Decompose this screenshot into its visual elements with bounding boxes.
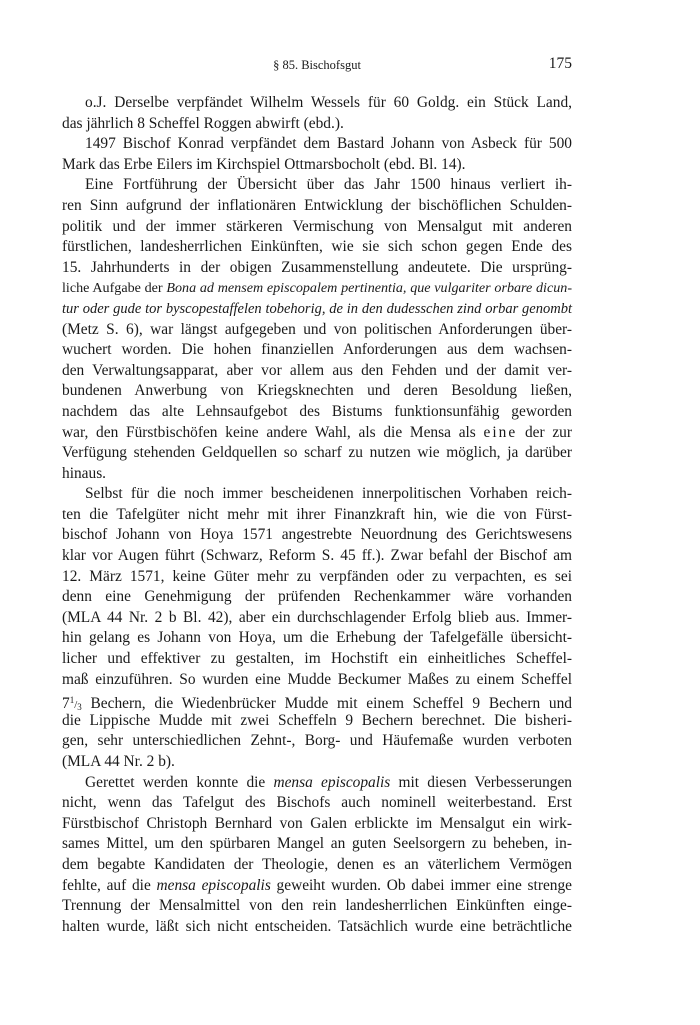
text-run: Gerettet werden konnte die: [85, 773, 274, 791]
text-run: war, den Fürstbischöfen keine andere Wahl, als die Mensa als: [62, 423, 484, 441]
text-line: sames Mittel, um den spürbaren Mangel an guten Seelsorgern zu beheben, in-: [62, 835, 572, 853]
fraction-numerator: 1: [69, 695, 75, 706]
text-line: o.J. Derselbe verpfändet Wilhelm Wessels für 60 Goldg. ein Stück Land,: [85, 94, 572, 111]
text-line: bundenen Anwerbung von Kriegsknechten und deren Besoldung ließen,: [62, 382, 572, 400]
text-run: fehlte, auf die: [62, 876, 157, 894]
text-line: Eine Fortführung der Übersicht über das Jahr 1500 hinaus verliert ih-: [85, 176, 572, 194]
latin-term: mensa episcopalis: [273, 773, 391, 791]
text-line: dem begabte Kandidaten der Theologie, denen es an väterlichem Vermögen: [62, 855, 572, 873]
latin-quotation: Bona ad mensem episcopalem pertinentia, que vulgariter orbare dicun-: [166, 280, 573, 297]
text-line: hin gelang es Johann von Hoya, um die Erhebung der Tafelgefälle übersicht-: [62, 629, 572, 647]
text-line: Selbst für die noch immer bescheidenen innerpolitischen Vorhaben reich-: [85, 485, 572, 503]
text-line: (Metz S. 6), war längst aufgegeben und von politischen Anforderungen über-: [62, 320, 572, 338]
text-line: 1497 Bischof Konrad verpfändet dem Bastard Johann von Asbeck für 500: [85, 135, 572, 153]
text-run: liche Aufgabe der: [62, 280, 167, 297]
section-title: § 85. Bischofsgut: [273, 58, 361, 72]
text-line: Trennung der Mensalmittel von den rein landesherrlichen Einkünften einge-: [62, 897, 572, 915]
text-line: [62, 278, 572, 299]
text-run: mit diesen Verbesserungen: [390, 773, 572, 791]
spaced-emphasis: eine: [483, 423, 518, 441]
fraction: [69, 695, 82, 713]
text-line: [62, 423, 572, 444]
text-line: gen, sehr unterschiedlichen Zehnt-, Borg- und Häufemaße wurden verboten: [62, 732, 572, 750]
text-line: bischof Johann von Hoya 1571 angestrebte Neuordnung des Gerichtswesens: [62, 526, 572, 544]
text-line: 12. März 1571, keine Güter mehr zu verpfänden oder zu verpachten, es sei: [62, 567, 572, 585]
text-run: Bechern, die Wiedenbrücker Mudde mit einem Scheffel 9 Bechern und: [81, 695, 572, 713]
text-line: Fürstbischof Christoph Bernhard von Galen erblickte im Mensalgut ein wirk-: [62, 814, 572, 832]
text-line: den Verwaltungsapparat, aber vor allem aus den Fehden und der damit ver-: [62, 361, 572, 379]
text-line: maß einzuführen. So wurden eine Mudde Beckumer Maßes zu einem Scheffel: [62, 670, 572, 688]
text-line: [62, 690, 572, 711]
text-line: ten die Tafelgüter nicht mehr mit ihrer Finanzkraft hin, wie die von Fürst-: [62, 505, 572, 523]
text-line: ren Sinn aufgrund der inflationären Entwicklung der bischöflichen Schulden-: [62, 196, 572, 214]
body-text: [62, 93, 572, 937]
text-run: der zur: [517, 423, 572, 441]
text-run: 7: [62, 695, 70, 713]
text-line: (MLA 44 Nr. 2 b).: [62, 753, 175, 770]
text-line: wuchert worden. Die hohen finanziellen Anforderungen aus dem wachsen-: [62, 341, 572, 359]
quotation-line: tur oder gude tor byscopestaffelen tobehorig, de in den dudesschen zind orbar genombt: [62, 300, 572, 317]
page-number: 175: [548, 55, 572, 72]
text-line: klar vor Augen führt (Schwarz, Reform S. 45 ff.). Zwar befahl der Bischof am: [62, 547, 572, 565]
text-line: nicht, wenn das Tafelgut des Bischofs auch nominell weiterbestand. Erst: [62, 794, 572, 812]
latin-term: mensa episcopalis: [156, 876, 271, 894]
text-line: [62, 876, 572, 897]
text-line: hinaus.: [62, 464, 107, 482]
text-line: 15. Jahrhunderts in der obigen Zusammenstellung andeutete. Die ursprüng-: [62, 258, 572, 276]
text-line: licher und effektiver zu gestalten, im Hochstift ein einheitliches Scheffel-: [62, 650, 572, 668]
text-line: (MLA 44 Nr. 2 b Bl. 42), aber ein durchschlagender Erfolg blieb aus. Immer-: [62, 608, 572, 626]
text-line: das jährlich 8 Scheffel Roggen abwirft (ebd.).: [62, 114, 344, 132]
text-run: geweiht wurden. Ob dabei immer eine strenge: [270, 876, 572, 894]
text-line: halten wurde, läßt sich nicht entscheiden. Tatsächlich wurde eine beträchtliche: [62, 917, 572, 935]
text-line: nachdem das alte Lehnsaufgebot des Bistums funktionsunfähig geworden: [62, 402, 572, 420]
fraction-denominator: 3: [77, 702, 82, 713]
text-line: denn eine Genehmigung der prüfenden Rechenkammer wäre vorhanden: [62, 588, 572, 606]
text-line: fürstlichen, landesherrlichen Einkünften, wie sie sich schon gegen Ende des: [62, 238, 572, 256]
text-line: Mark das Erbe Eilers im Kirchspiel Ottmarsbocholt (ebd. Bl. 14).: [62, 155, 466, 173]
text-line: politik und der immer stärkeren Vermischung von Mensalgut mit anderen: [62, 217, 572, 235]
text-line: Verfügung stehenden Geldquellen so scharf zu nutzen wie möglich, ja darüber: [62, 444, 572, 462]
text-line: [62, 773, 572, 794]
running-header: [62, 55, 572, 77]
fraction-slash: /: [74, 699, 78, 712]
text-line: die Lippische Mudde mit zwei Scheffeln 9 Bechern berechnet. Die bisheri-: [62, 711, 572, 729]
